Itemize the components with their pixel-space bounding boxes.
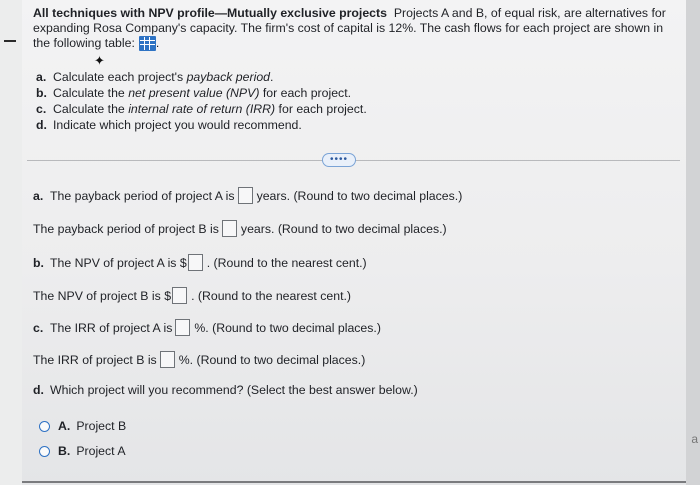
question-text: Which project will you recommend? (Select the best answer below.) [50,383,418,397]
part-label: c. [33,320,44,335]
question-text: The payback period of project B is [33,221,219,236]
irr-b-input[interactable] [160,351,175,368]
right-edge-char: a [691,432,698,446]
left-edge [0,0,22,485]
intro-line-2: expanding Rosa Company's capacity. The firm's cost of capital is 12%. The cash flows for each project are shown in [33,21,664,35]
question-a-project-b [33,220,447,237]
task-list [36,70,367,134]
radio-button[interactable] [39,446,50,457]
question-a-project-a [33,187,462,204]
question-text: The NPV of project B is $ [33,288,172,303]
task-item: b. Calculate the net present value (NPV) for each project. [36,86,352,100]
payback-b-input[interactable] [222,220,237,237]
question-hint: . (Round to the nearest cent.) [206,255,367,270]
question-hint: years. (Round to two decimal places.) [256,188,463,203]
answer-option-b[interactable] [39,444,126,458]
question-c-project-b [33,351,365,368]
question-c-project-a [33,319,381,336]
intro-line-1 [33,6,666,21]
intro-line-1-text: Projects A and B, of equal risk, are alternatives for [393,6,666,20]
intro-line-3-text: the following table: [33,36,135,50]
question-hint: . (Round to the nearest cent.) [191,288,352,303]
task-item: d. Indicate which project you would recommend. [36,118,302,132]
question-hint: %. (Round to two decimal places.) [194,320,381,335]
question-d [33,383,418,397]
data-table-icon[interactable] [139,36,156,51]
problem-title: All techniques with NPV profile—Mutually exclusive projects [33,6,387,20]
bottom-edge-line [22,481,686,483]
question-text: The IRR of project B is [33,352,157,367]
task-item: c. Calculate the internal rate of return (IRR) for each project. [36,102,367,116]
question-text: The IRR of project A is [50,320,173,335]
intro-line-3: the following table: . [33,36,160,50]
expand-more-button[interactable]: •••• [322,153,356,167]
question-b-project-b [33,287,351,304]
npv-b-input[interactable] [172,287,187,304]
option-label: B. [58,444,71,458]
problem-intro [33,6,666,51]
question-hint: years. (Round to two decimal places.) [240,221,447,236]
npv-a-input[interactable] [188,254,203,271]
right-edge [686,0,700,485]
option-text: Project A [76,444,126,458]
left-dash-mark [4,40,16,42]
payback-a-input[interactable] [238,187,253,204]
part-label: a. [33,188,44,203]
mouse-cursor-icon: ✦ [94,53,105,68]
irr-a-input[interactable] [175,319,190,336]
task-item: a. Calculate each project's payback period. [36,70,274,84]
question-hint: %. (Round to two decimal places.) [178,352,366,367]
option-text: Project B [76,419,127,433]
part-label: b. [33,255,44,270]
part-label: d. [33,383,44,397]
answer-option-a[interactable] [39,419,126,433]
question-text: The NPV of project A is $ [50,255,187,270]
question-text: The payback period of project A is [50,188,235,203]
radio-button[interactable] [39,421,50,432]
option-label: A. [58,419,71,433]
question-b-project-a [33,254,367,271]
